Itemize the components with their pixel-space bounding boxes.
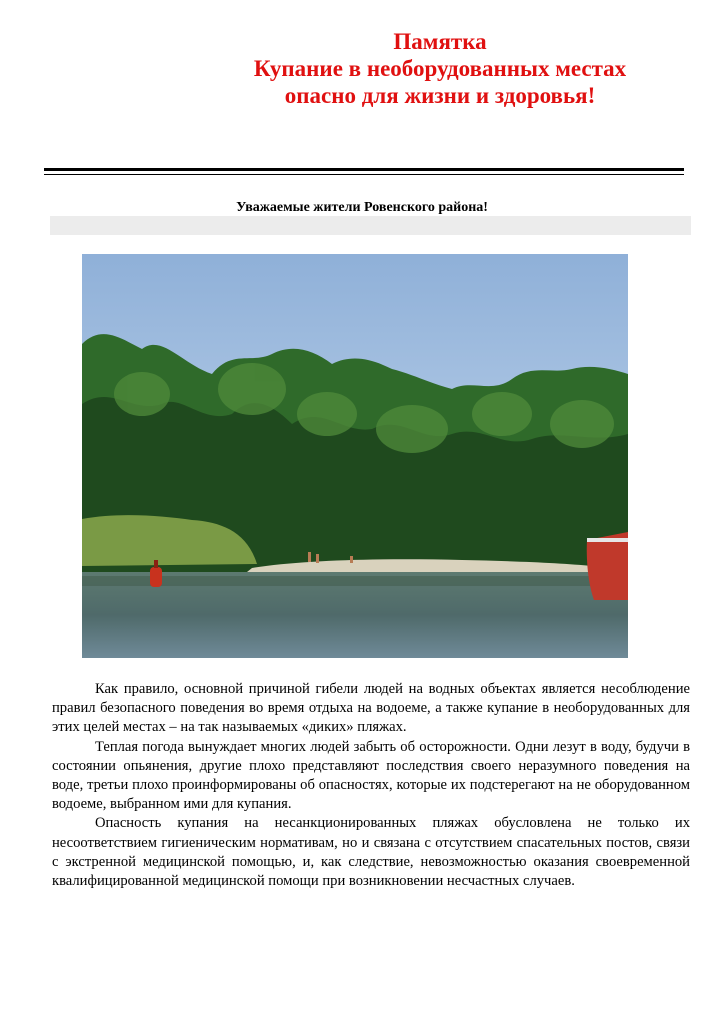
boat-bow (587, 532, 628, 600)
memo-title (150, 28, 724, 109)
title-line-1: Памятка (393, 29, 487, 54)
divider-thick (44, 168, 684, 171)
title-line-2: Купание в необорудованных местах (253, 56, 627, 81)
river-beach-photo (82, 254, 628, 658)
body-text (52, 680, 690, 891)
title-line-3: опасно для жизни и здоровья! (284, 83, 596, 108)
divider-thin (44, 174, 684, 175)
paragraph-2: Теплая погода вынуждает многих людей забыть об осторожности. Одни лезут в воду, будучи в состоянии опьянения, другие плохо представляют последствия своего неразумного поведения на воде, третьи плохо проинформированы об опасностях, которые их подстерегают на не оборудованном водоеме, выбранном ими для купания. (52, 738, 690, 813)
greeting-heading: Уважаемые жители Ровенского района! (236, 200, 488, 215)
grey-band (50, 216, 691, 235)
paragraph-1: Как правило, основной причиной гибели людей на водных объектах является несоблюдение правил безопасного поведения во время отдыха на водоеме, а также купание в необорудованных для этих целей местах – на так называемых «диких» пляжах. (52, 681, 690, 736)
paragraph-3: Опасность купания на несанкционированных пляжах обусловлена не только их несоответствием гигиеническим нормативам, но и связана с отсутствием спасательных постов, связи с экстренной медицинской помощью, и, как следствие, невозможностью оказания своевременной квалифицированной медицинской помощи при возникновении несчастных случаев. (52, 815, 690, 890)
